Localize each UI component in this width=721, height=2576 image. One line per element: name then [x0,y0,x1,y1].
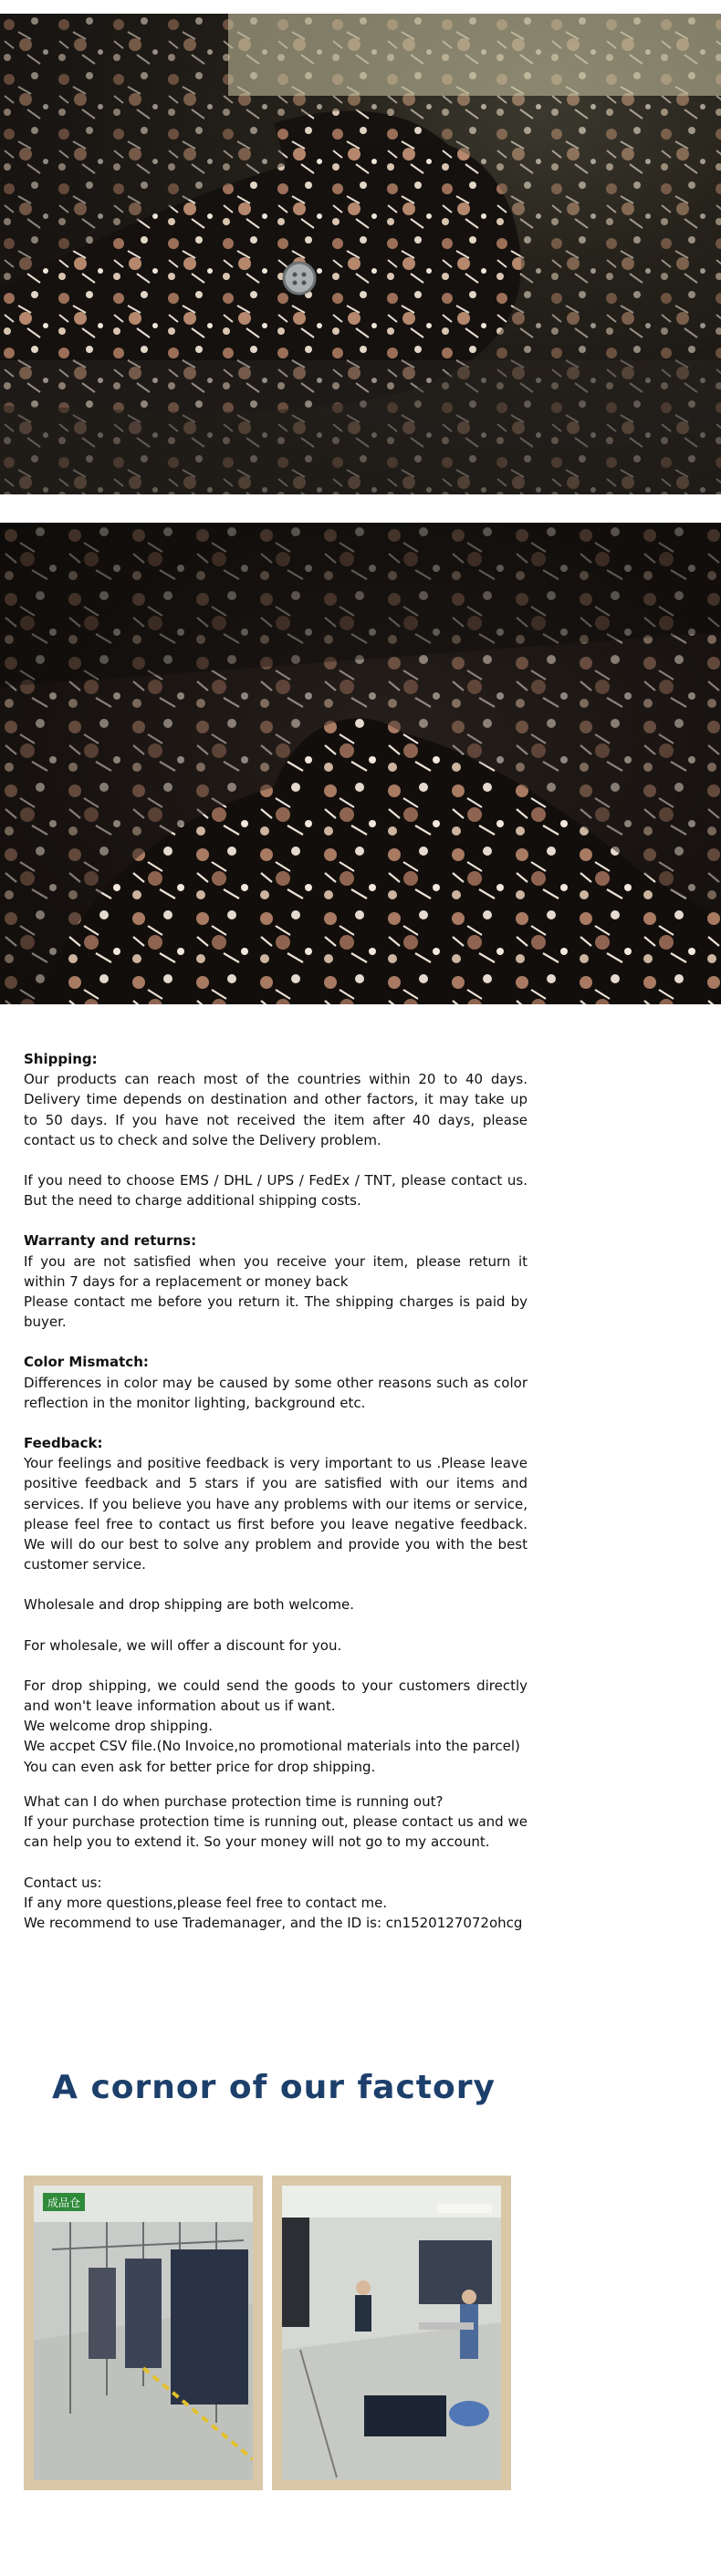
factory-sign: 成品仓 [47,2197,81,2209]
contact-text-2: We recommend to use Trademanager, and the ID is: cn1520127072ohcg [24,1915,523,1932]
contact-text-1: If any more questions,please feel free to contact me. [24,1894,388,1911]
feedback-text: Your feelings and positive feedback is very important to us .Please leave positive feedback and 5 stars if you are satisfied with our items and services. If you believe you have any problems with our items or service, please feel free to contact us first before you leave negative feedback. We will do our best to solve any problem and provide you with the best customer service. [24,1455,528,1574]
section-protection [24,1792,528,1853]
factory-photo-storage [24,2176,263,2490]
product-photo-fabric [0,523,721,1004]
shipping-text: Our products can reach most of the countries within 20 to 40 days. Delivery time depends on destination and other factors, it may take up to 50 days. If you have not received the item after 40 days, please contact us to check and solve the Delivery problem. [24,1071,528,1148]
heading-protection: What can I do when purchase protection time is running out? [24,1793,444,1810]
section-feedback [24,1433,528,1574]
heading-contact: Contact us: [24,1874,102,1891]
protection-text: If your purchase protection time is running out, please contact us and we can help you to extend it. So your money will not go to my account. [24,1813,528,1851]
section-dropship [24,1676,528,1777]
product-photo-sleeve [0,14,721,494]
dropship-text-2: We welcome drop shipping. [24,1718,213,1735]
discount-text: For wholesale, we will offer a discount for you. [24,1636,342,1654]
section-warranty [24,1231,528,1332]
section-contact [24,1873,528,1934]
heading-feedback: Feedback: [24,1435,103,1452]
section-shipping [24,1049,528,1150]
warranty-text-2: Please contact me before you return it. The shipping charges is paid by buyer. [24,1293,528,1331]
dropship-text-1: For drop shipping, we could send the goods to your customers directly and won't leave information about us if want. [24,1677,528,1715]
support-text [24,1792,528,1933]
express-text: If you need to choose EMS / DHL / UPS / FedEx / TNT, please contact us. But the need to charge additional shipping costs. [24,1172,528,1210]
dropship-text-3: We accpet CSV file.(No Invoice,no promotional materials into the parcel) [24,1738,520,1755]
section-color [24,1352,528,1413]
heading-color: Color Mismatch: [24,1354,149,1371]
heading-shipping: Shipping: [24,1051,98,1067]
color-text: Differences in color may be caused by some other reasons such as color reflection in the monitor lighting, background etc. [24,1374,528,1411]
warranty-text-1: If you are not satisfied when you receive your item, please return it within 7 days for a replacement or money back [24,1252,528,1290]
factory-title: A cornor of our factory [52,2069,496,2106]
heading-warranty: Warranty and returns: [24,1232,197,1250]
wholesale-text: Wholesale and drop shipping are both welcome. [24,1596,354,1614]
dropship-text-4: You can even ask for better price for drop shipping. [24,1758,376,1775]
factory-photo-workshop [272,2176,511,2490]
policy-text [24,1049,528,1777]
